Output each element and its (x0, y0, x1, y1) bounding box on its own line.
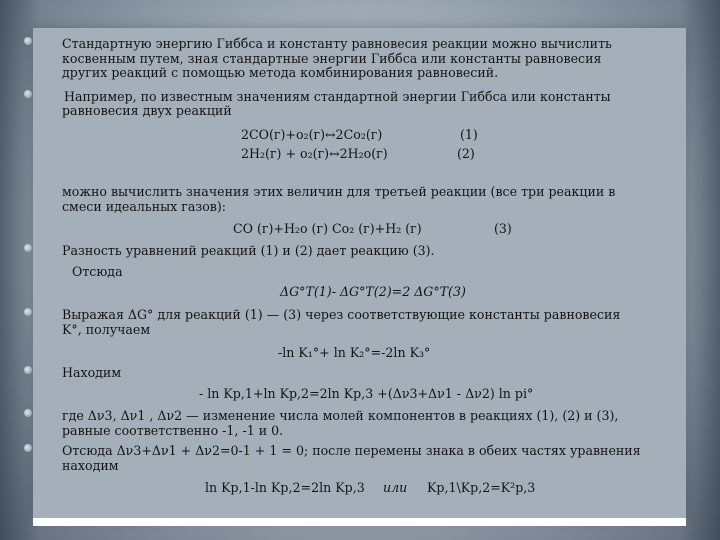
equation-6: - ln Kp,1+ln Kp,2=2ln Kp,3 +(Δν3+Δν1 - Δν2) ln pi° (199, 386, 534, 401)
equation-3: СО (г)+Н₂о (г) Со₂ (г)+Н₂ (г) (233, 221, 422, 236)
bullet-icon (24, 308, 32, 316)
content-panel (33, 28, 686, 518)
p5-line1: Выражая ΔG° для реакций (1) — (3) через соответствующие константы равновесия (62, 307, 621, 322)
equation-4: ΔG°T(1)- ΔG°T(2)=2 ΔG°T(3) (280, 284, 466, 299)
p1-line3: других реакций с помощью метода комбинирования равновесий. (62, 65, 499, 80)
p3-line1: можно вычислить значения этих величин для третьей реакции (все три реакции в (62, 184, 616, 199)
p5-line2: K°, получаем (62, 322, 151, 337)
bullet-icon (24, 244, 32, 252)
bullet-icon (24, 90, 32, 98)
p2-line1: Например, по известным значениям стандартной энергии Гиббса или константы (64, 89, 611, 104)
p1-line2: косвенным путем, зная стандартные энергии Гиббса или константы равновесия (62, 51, 602, 66)
p8-line1: Отсюда Δν3+Δν1 + Δν2=0-1 + 1 = 0; после перемены знака в обеих частях уравнения (62, 443, 641, 458)
p4-otsyuda: Отсюда (72, 264, 123, 279)
equation-5: -ln K₁°+ ln K₂°=-2ln K₃° (278, 345, 431, 360)
p7-line2: равные соответственно -1, -1 и 0. (62, 423, 284, 438)
p6: Находим (62, 365, 122, 380)
equation-7-or: или (383, 480, 408, 495)
p7-line1: где Δν3, Δν1 , Δν2 — изменение числа молей компонентов в реакциях (1), (2) и (3), (62, 408, 619, 423)
equation-3-number: (3) (494, 221, 512, 236)
equation-7-right: Kp,1\Kp,2=K²p,3 (427, 480, 536, 495)
bullet-icon (24, 409, 32, 417)
bullet-icon (24, 444, 32, 452)
right-edge-shadow (680, 0, 720, 540)
equation-2: 2Н₂(г) + о₂(г)↔2Н₂о(г) (241, 146, 388, 161)
p3-line2: смеси идеальных газов): (62, 199, 227, 214)
bullet-icon (24, 366, 32, 374)
p4: Разность уравнений реакций (1) и (2) дает реакцию (3). (62, 243, 435, 258)
p2-line2: равновесия двух реакций (62, 103, 232, 118)
equation-2-number: (2) (457, 146, 475, 161)
bullet-icon (24, 37, 32, 45)
p1-line1: Стандартную энергию Гиббса и константу равновесия реакции можно вычислить (62, 36, 612, 51)
equation-1-number: (1) (460, 127, 478, 142)
equation-1: 2СО(г)+о₂(г)↔2Со₂(г) (241, 127, 383, 142)
p8-line2: находим (62, 458, 119, 473)
equation-7-left: ln Kp,1-ln Kp,2=2ln Kp,3 (205, 480, 365, 495)
